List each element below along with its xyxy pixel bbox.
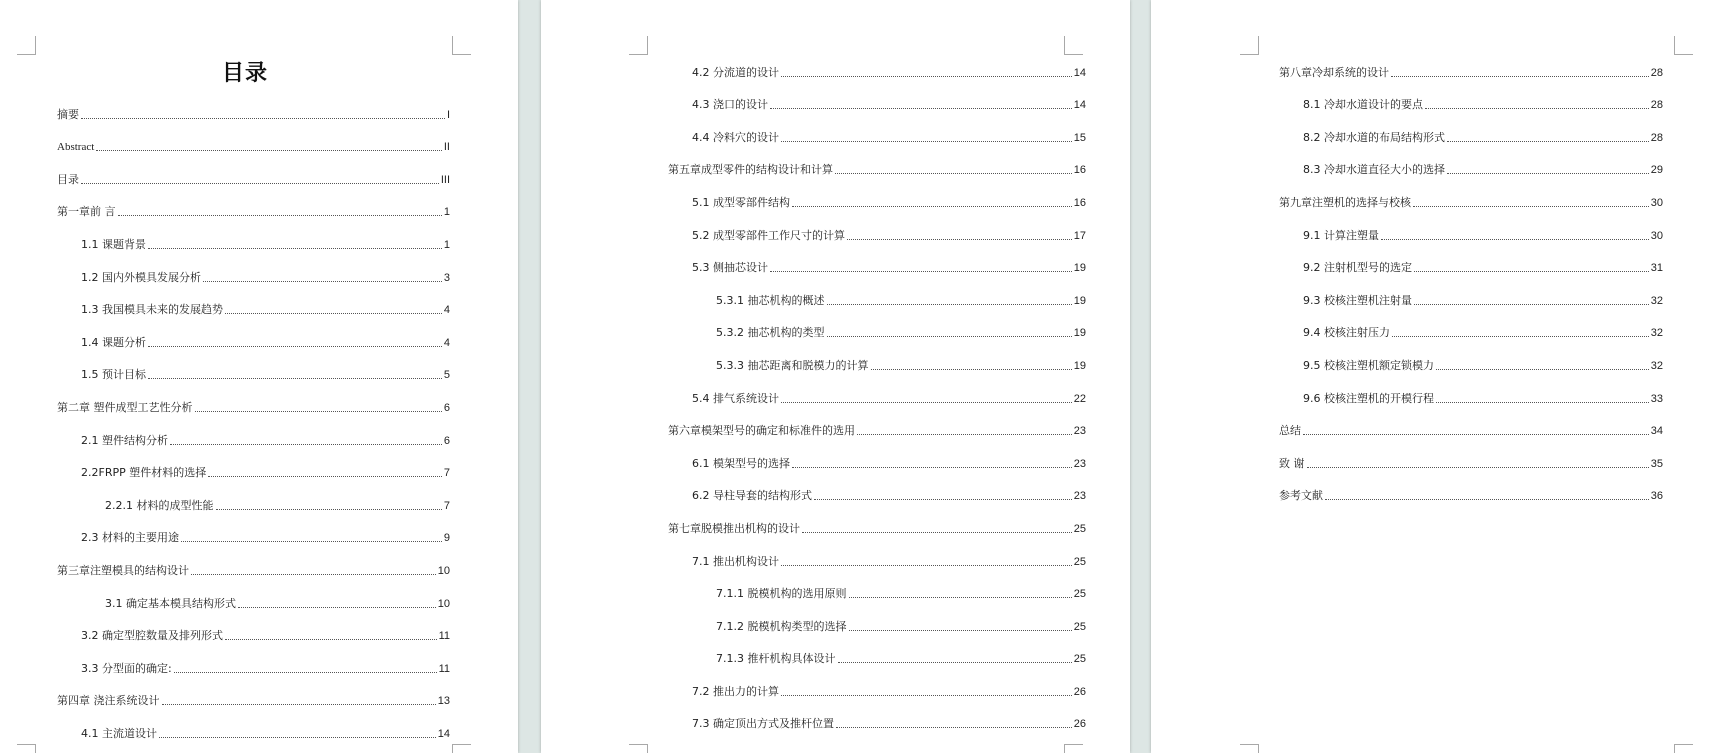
toc-entry[interactable]	[57, 98, 450, 131]
toc-entry[interactable]	[57, 261, 450, 294]
toc-entry-text: 第八章冷却系统的设计	[1279, 65, 1389, 79]
toc-entry-page-number: 32	[1650, 359, 1663, 372]
toc-entry[interactable]	[668, 415, 1086, 448]
toc-entry[interactable]	[57, 424, 450, 457]
toc-entry-text: 6.1 模架型号的选择	[692, 456, 790, 470]
toc-entry-text: 3.3 分型面的确定:	[81, 661, 172, 675]
toc-entry[interactable]	[668, 610, 1086, 643]
toc-entry-text: 第九章注塑机的选择与校核	[1279, 195, 1411, 209]
toc-entry-page-number: 35	[1650, 457, 1663, 470]
toc-entry-page-number: 36	[1650, 490, 1663, 503]
toc-entry-text: 1.1 课题背景	[81, 237, 146, 251]
toc-entry[interactable]	[1279, 415, 1663, 448]
dot-leader	[781, 402, 1072, 403]
toc-entry[interactable]	[668, 56, 1086, 89]
toc-entry-text: 8.1 冷却水道设计的要点	[1303, 98, 1423, 112]
dot-leader	[216, 509, 442, 510]
toc-entry[interactable]	[668, 675, 1086, 708]
toc-entry-text: 2.1 塑件结构分析	[81, 433, 168, 447]
dot-leader	[836, 727, 1072, 728]
toc-entry-text: 2.2FRPP 塑件材料的选择	[81, 466, 207, 480]
toc-entry-text: Abstract	[57, 141, 95, 154]
margin-corner-mark	[17, 36, 36, 55]
toc-entry-page-number: 11	[438, 662, 450, 675]
toc-entry-text: 目录	[57, 172, 79, 186]
toc-entry-text: 7.1.1 脱模机构的选用原则	[716, 587, 847, 601]
toc-entry-text: 1.2 国内外模具发展分析	[81, 270, 201, 284]
dot-leader	[1447, 173, 1649, 174]
margin-corner-mark	[1064, 36, 1083, 55]
dot-leader	[1414, 271, 1649, 272]
margin-corner-mark	[629, 36, 648, 55]
toc-entry-page-number: 23	[1073, 425, 1086, 438]
toc-entry-text: 4.3 浇口的设计	[692, 98, 768, 112]
toc-entry[interactable]	[1279, 121, 1663, 154]
dot-leader	[81, 183, 439, 184]
dot-leader	[792, 206, 1072, 207]
dot-leader	[802, 532, 1072, 533]
toc-entry-text: 2.3 材料的主要用途	[81, 531, 179, 545]
toc-entry-text: 9.4 校核注射压力	[1303, 326, 1390, 340]
dot-leader	[148, 346, 442, 347]
dot-leader	[159, 737, 436, 738]
toc-entry[interactable]	[57, 457, 450, 490]
toc-entry-text: 第二章 塑件成型工艺性分析	[57, 400, 193, 414]
margin-corner-mark	[452, 36, 471, 55]
toc-entry[interactable]	[57, 131, 450, 164]
toc-entry-text: 第七章脱模推出机构的设计	[668, 521, 800, 535]
dot-leader	[827, 304, 1072, 305]
toc-entry-page-number: 11	[438, 630, 450, 643]
dot-leader	[770, 108, 1072, 109]
toc-entry-page-number: 28	[1650, 66, 1663, 79]
margin-corner-mark	[1674, 36, 1693, 55]
toc-entry-text: 7.3 确定顶出方式及推杆位置	[692, 717, 834, 731]
toc-entry[interactable]	[668, 284, 1086, 317]
toc-entry-page-number: 25	[1073, 620, 1086, 633]
toc-entry[interactable]	[57, 554, 450, 587]
toc-entry[interactable]	[1279, 447, 1663, 480]
dot-leader	[1447, 141, 1649, 142]
toc-entry[interactable]	[668, 382, 1086, 415]
dot-leader	[781, 141, 1072, 142]
dot-leader	[191, 574, 436, 575]
toc-entry[interactable]	[1279, 382, 1663, 415]
margin-corner-mark	[1240, 744, 1259, 753]
toc-entry-page-number: 7	[443, 499, 450, 512]
toc-entry-text: 9.5 校核注塑机额定锁模力	[1303, 358, 1434, 372]
toc-entry[interactable]	[1279, 284, 1663, 317]
toc-entry-text: 4.4 冷料穴的设计	[692, 130, 779, 144]
dot-leader	[781, 76, 1072, 77]
toc-entry[interactable]	[668, 219, 1086, 252]
toc-entry[interactable]	[1279, 56, 1663, 89]
toc-entry-text: 2.2.1 材料的成型性能	[105, 498, 214, 512]
toc-entry-page-number: 19	[1073, 294, 1086, 307]
toc-entry-page-number: 28	[1650, 99, 1663, 112]
dot-leader	[148, 248, 442, 249]
toc-entry[interactable]	[668, 349, 1086, 382]
toc-entry[interactable]	[57, 587, 450, 620]
toc-entry-page-number: 16	[1073, 196, 1086, 209]
toc-entry[interactable]	[668, 89, 1086, 122]
toc-entry-page-number: 25	[1073, 588, 1086, 601]
dot-leader	[96, 150, 442, 151]
document-page-3	[1151, 0, 1718, 753]
dot-leader	[770, 271, 1072, 272]
toc-entry-page-number: 28	[1650, 131, 1663, 144]
dot-leader	[208, 476, 442, 477]
toc-list	[668, 56, 1086, 740]
dot-leader	[81, 118, 445, 119]
dot-leader	[225, 313, 442, 314]
toc-entry[interactable]	[1279, 219, 1663, 252]
toc-entry-page-number: 17	[1073, 229, 1086, 242]
toc-title: 目录	[221, 60, 268, 86]
document-page-1	[0, 0, 518, 753]
toc-entry[interactable]	[57, 294, 450, 327]
margin-corner-mark	[1674, 744, 1693, 753]
toc-entry-text: 9.6 校核注塑机的开模行程	[1303, 391, 1434, 405]
dot-leader	[181, 541, 442, 542]
toc-entry-text: 4.1 主流道设计	[81, 726, 157, 740]
dot-leader	[835, 173, 1072, 174]
toc-entry[interactable]	[668, 154, 1086, 187]
toc-entry-page-number: 19	[1073, 327, 1086, 340]
toc-entry[interactable]	[668, 480, 1086, 513]
toc-entry-page-number: 29	[1650, 164, 1663, 177]
toc-entry-text: 参考文献	[1279, 489, 1323, 503]
toc-entry[interactable]	[57, 163, 450, 196]
toc-entry[interactable]	[1279, 480, 1663, 513]
margin-corner-mark	[1064, 744, 1083, 753]
toc-entry-page-number: 10	[437, 564, 450, 577]
toc-entry-page-number: 6	[443, 401, 450, 414]
toc-entry-page-number: 9	[443, 532, 450, 545]
margin-corner-mark	[452, 744, 471, 753]
toc-entry[interactable]	[668, 317, 1086, 350]
toc-entry-page-number: 14	[437, 727, 450, 740]
toc-entry[interactable]	[668, 643, 1086, 676]
dot-leader	[225, 639, 437, 640]
margin-corner-mark	[629, 744, 648, 753]
toc-entry-text: 5.3.2 抽芯机构的类型	[716, 326, 825, 340]
dot-leader	[1391, 76, 1649, 77]
toc-entry[interactable]	[1279, 89, 1663, 122]
toc-entry-text: 5.3.3 抽芯距离和脱模力的计算	[716, 358, 869, 372]
toc-entry[interactable]	[668, 252, 1086, 285]
toc-entry-page-number: 30	[1650, 229, 1663, 242]
toc-entry-text: 7.2 推出力的计算	[692, 684, 779, 698]
toc-entry-page-number: 3	[443, 271, 450, 284]
toc-entry-text: 5.3.1 抽芯机构的概述	[716, 293, 825, 307]
dot-leader	[1303, 434, 1649, 435]
dot-leader	[781, 565, 1072, 566]
toc-entry-text: 第一章前 言	[57, 205, 116, 219]
toc-entry-page-number: 23	[1073, 457, 1086, 470]
toc-entry-text: 4.2 分流道的设计	[692, 65, 779, 79]
toc-entry-text: 第四章 浇注系统设计	[57, 694, 160, 708]
toc-entry-page-number: 1	[443, 238, 450, 251]
dot-leader	[1436, 369, 1649, 370]
dot-leader	[170, 444, 442, 445]
toc-entry-page-number: 14	[1073, 66, 1086, 79]
toc-entry-page-number: 22	[1073, 392, 1086, 405]
dot-leader	[827, 336, 1072, 337]
dot-leader	[1436, 402, 1649, 403]
dot-leader	[1414, 304, 1649, 305]
toc-entry-page-number: 1	[443, 206, 450, 219]
dot-leader	[847, 239, 1072, 240]
toc-entry-page-number: 7	[443, 467, 450, 480]
dot-leader	[1392, 336, 1649, 337]
toc-list	[57, 98, 450, 750]
toc-entry-page-number: II	[443, 141, 450, 154]
dot-leader	[871, 369, 1072, 370]
toc-entry-page-number: I	[446, 108, 450, 121]
toc-entry-text: 第六章模架型号的确定和标准件的选用	[668, 424, 855, 438]
toc-entry[interactable]	[668, 578, 1086, 611]
toc-entry-page-number: 26	[1073, 718, 1086, 731]
dot-leader	[814, 499, 1072, 500]
toc-entry-page-number: 32	[1650, 327, 1663, 340]
toc-entry-text: 7.1 推出机构设计	[692, 554, 779, 568]
toc-entry-page-number: 16	[1073, 164, 1086, 177]
toc-entry-page-number: 33	[1650, 392, 1663, 405]
toc-entry-text: 7.1.3 推杆机构具体设计	[716, 652, 836, 666]
dot-leader	[792, 467, 1072, 468]
dot-leader	[148, 378, 442, 379]
dot-leader	[857, 434, 1072, 435]
toc-entry[interactable]	[57, 652, 450, 685]
dot-leader	[1413, 206, 1649, 207]
toc-entry[interactable]	[57, 685, 450, 718]
dot-leader	[195, 411, 442, 412]
toc-entry-text: 1.4 课题分析	[81, 335, 146, 349]
dot-leader	[118, 215, 442, 216]
dot-leader	[1381, 239, 1649, 240]
toc-entry-page-number: 14	[1073, 99, 1086, 112]
toc-entry-text: 致 谢	[1279, 456, 1305, 470]
toc-entry-page-number: 19	[1073, 262, 1086, 275]
toc-entry-text: 5.2 成型零部件工作尺寸的计算	[692, 228, 845, 242]
toc-entry-page-number: 31	[1650, 262, 1663, 275]
toc-entry[interactable]	[668, 447, 1086, 480]
dot-leader	[238, 607, 436, 608]
toc-entry-page-number: 32	[1650, 294, 1663, 307]
toc-entry-page-number: 15	[1073, 131, 1086, 144]
toc-entry-page-number: 19	[1073, 359, 1086, 372]
toc-entry-text: 8.2 冷却水道的布局结构形式	[1303, 130, 1445, 144]
dot-leader	[849, 597, 1072, 598]
toc-entry-text: 9.3 校核注塑机注射量	[1303, 293, 1412, 307]
document-page-2	[541, 0, 1130, 753]
toc-entry[interactable]	[57, 196, 450, 229]
toc-entry-text: 7.1.2 脱模机构类型的选择	[716, 619, 847, 633]
toc-entry-text: 3.1 确定基本模具结构形式	[105, 596, 236, 610]
toc-entry-page-number: 10	[437, 597, 450, 610]
dot-leader	[1307, 467, 1649, 468]
toc-entry[interactable]	[668, 708, 1086, 741]
toc-entry-page-number: 30	[1650, 196, 1663, 209]
toc-entry-text: 1.5 预计目标	[81, 368, 146, 382]
toc-entry-page-number: III	[440, 173, 450, 186]
margin-corner-mark	[1240, 36, 1259, 55]
toc-entry-page-number: 4	[443, 304, 450, 317]
toc-entry-text: 9.2 注射机型号的选定	[1303, 261, 1412, 275]
toc-list	[1279, 56, 1663, 512]
toc-entry-page-number: 25	[1073, 555, 1086, 568]
toc-entry[interactable]	[1279, 317, 1663, 350]
toc-entry[interactable]	[57, 522, 450, 555]
dot-leader	[781, 695, 1072, 696]
toc-entry[interactable]	[1279, 154, 1663, 187]
toc-entry-page-number: 25	[1073, 653, 1086, 666]
toc-entry[interactable]	[1279, 186, 1663, 219]
toc-entry-text: 1.3 我国模具未来的发展趋势	[81, 303, 223, 317]
dot-leader	[174, 672, 437, 673]
toc-entry-text: 摘要	[57, 107, 79, 121]
toc-entry-page-number: 4	[443, 336, 450, 349]
dot-leader	[203, 281, 442, 282]
toc-entry-text: 第五章成型零件的结构设计和计算	[668, 163, 833, 177]
toc-entry-text: 6.2 导柱导套的结构形式	[692, 489, 812, 503]
toc-entry[interactable]	[668, 512, 1086, 545]
toc-entry[interactable]	[57, 391, 450, 424]
toc-entry[interactable]	[57, 228, 450, 261]
toc-entry[interactable]	[57, 489, 450, 522]
toc-entry-page-number: 25	[1073, 522, 1086, 535]
toc-entry-page-number: 5	[443, 369, 450, 382]
toc-entry-page-number: 26	[1073, 685, 1086, 698]
toc-entry-text: 第三章注塑模具的结构设计	[57, 563, 189, 577]
toc-entry-text: 总结	[1279, 424, 1301, 438]
toc-entry[interactable]	[57, 717, 450, 750]
toc-entry[interactable]	[668, 545, 1086, 578]
toc-entry-text: 9.1 计算注塑量	[1303, 228, 1379, 242]
dot-leader	[849, 630, 1072, 631]
dot-leader	[1325, 499, 1649, 500]
toc-entry-text: 3.2 确定型腔数量及排列形式	[81, 629, 223, 643]
toc-entry[interactable]	[1279, 252, 1663, 285]
dot-leader	[162, 704, 436, 705]
toc-entry[interactable]	[668, 186, 1086, 219]
toc-entry-text: 5.1 成型零部件结构	[692, 195, 790, 209]
dot-leader	[1425, 108, 1649, 109]
toc-entry-page-number: 23	[1073, 490, 1086, 503]
toc-entry-text: 5.3 侧抽芯设计	[692, 261, 768, 275]
toc-entry-page-number: 6	[443, 434, 450, 447]
toc-entry[interactable]	[57, 326, 450, 359]
toc-entry[interactable]	[57, 359, 450, 392]
margin-corner-mark	[17, 744, 36, 753]
toc-entry[interactable]	[668, 121, 1086, 154]
toc-entry-page-number: 34	[1650, 425, 1663, 438]
dot-leader	[838, 662, 1072, 663]
toc-entry[interactable]	[1279, 349, 1663, 382]
toc-entry-text: 8.3 冷却水道直径大小的选择	[1303, 163, 1445, 177]
toc-entry-page-number: 13	[437, 695, 450, 708]
toc-entry-text: 5.4 排气系统设计	[692, 391, 779, 405]
toc-entry[interactable]	[57, 620, 450, 653]
